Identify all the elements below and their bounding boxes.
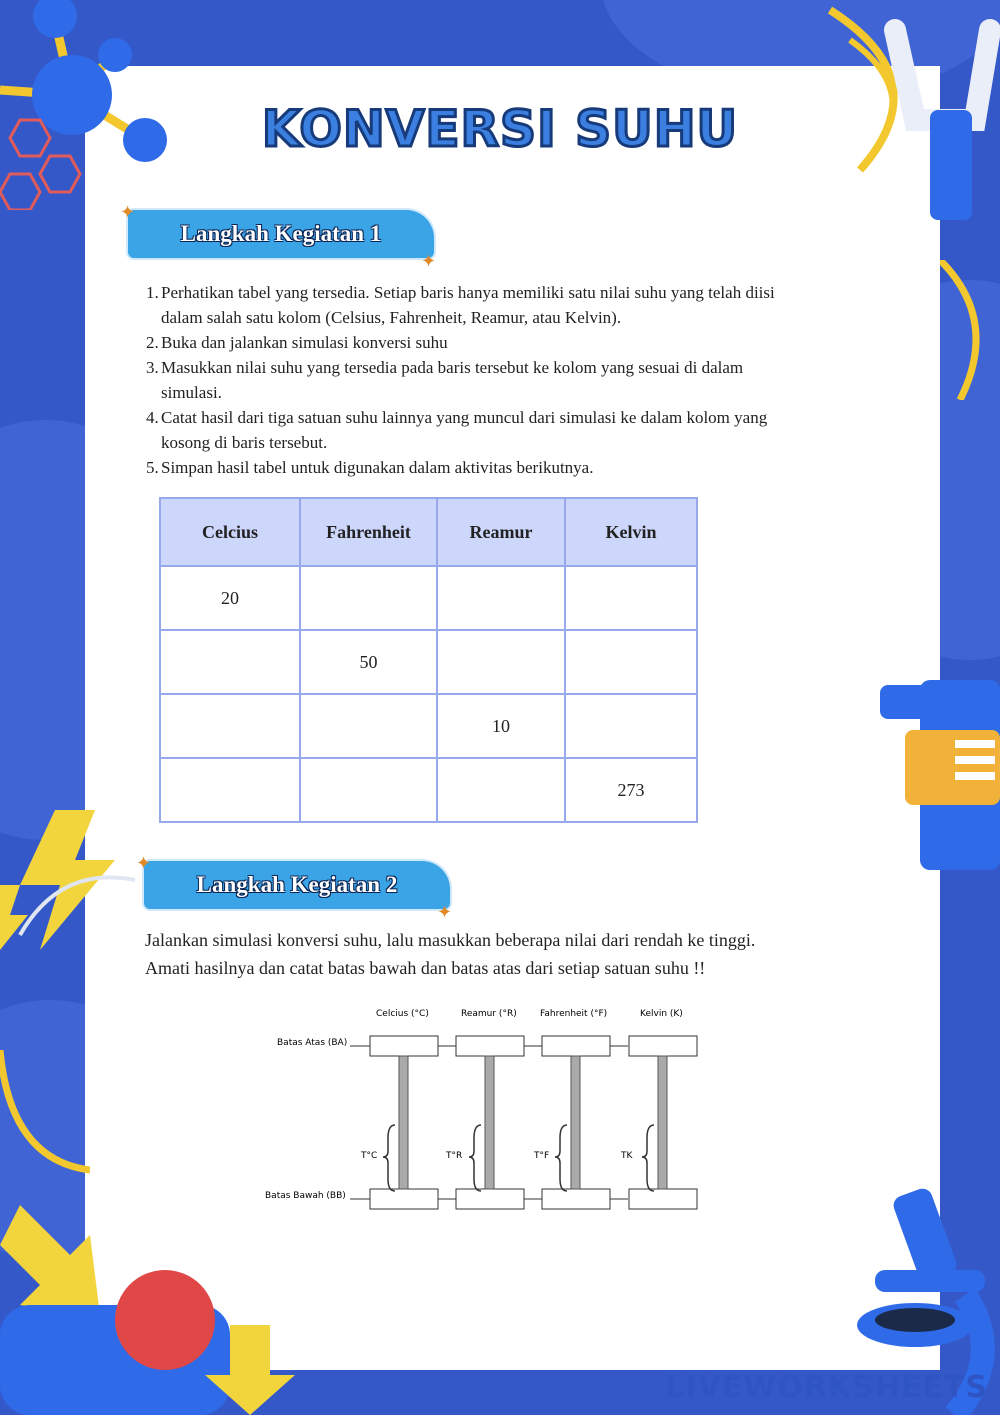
list-item: 4. Catat hasil dari tiga satuan suhu lainnya yang muncul dari simulasi ke dalam kolom yang kosong di baris tersebut. (146, 408, 768, 452)
header-reamur: Reamur (437, 498, 565, 566)
header-fahrenheit: Fahrenheit (300, 498, 437, 566)
table-cell[interactable] (437, 758, 565, 822)
temperature-table (159, 497, 698, 823)
table-cell: 273 (565, 758, 697, 822)
diagram-top-label: Batas Atas (BA) (277, 1038, 348, 1048)
diagram-column-header: Reamur (°R) (461, 1009, 517, 1019)
curve-decoration (940, 260, 1000, 400)
table-cell[interactable] (300, 758, 437, 822)
instruction-line: Jalankan simulasi konversi suhu, lalu masukkan beberapa nilai dari rendah ke tinggi. (145, 930, 756, 950)
curve-decoration (0, 1050, 90, 1180)
page-title: KONVERSI SUHU (261, 100, 739, 158)
thermometer-column (629, 1036, 697, 1209)
table-cell[interactable] (565, 566, 697, 630)
diagram-unit-label: T°F (534, 1151, 550, 1161)
table-cell[interactable] (437, 566, 565, 630)
instruction-paragraph (145, 926, 905, 982)
thermometer-column (542, 1036, 610, 1209)
section-heading-1-label: Langkah Kegiatan 1 (180, 221, 382, 246)
step-text: Masukkan nilai suhu yang tersedia pada baris tersebut ke kolom yang sesuai di dalam simulasi. (161, 358, 744, 402)
table-row (160, 630, 697, 694)
header-celcius: Celcius (160, 498, 300, 566)
thermometer-column (456, 1036, 524, 1209)
sparkle-icon: ✦ (421, 251, 437, 271)
table-cell[interactable] (565, 694, 697, 758)
instruction-line: Amati hasilnya dan catat batas bawah dan batas atas dari setiap satuan suhu !! (145, 958, 706, 978)
sparkle-icon: ✦ (136, 853, 152, 873)
sparkle-icon: ✦ (120, 202, 136, 222)
table-cell[interactable] (160, 630, 300, 694)
diagram-lines (262, 1003, 702, 1218)
diagram-unit-label: T°R (446, 1151, 463, 1161)
list-item: 5. Simpan hasil tabel untuk digunakan dalam aktivitas berikutnya. (146, 458, 594, 477)
table-cell: 50 (300, 630, 437, 694)
thermometer-column (370, 1036, 438, 1209)
step-text: Perhatikan tabel yang tersedia. Setiap baris hanya memiliki satu nilai suhu yang telah diisi dalam salah satu kolom (Celsius, Fahrenheit, Reamur, atau Kelvin). (161, 283, 775, 327)
header-kelvin: Kelvin (565, 498, 697, 566)
table-header-row (160, 498, 697, 566)
table-cell[interactable] (300, 566, 437, 630)
list-item: 1. Perhatikan tabel yang tersedia. Setiap baris hanya memiliki satu nilai suhu yang telah diisi dalam salah satu kolom (Celsius, Fahrenheit, Reamur, atau Kelvin). (146, 283, 775, 327)
table-row (160, 694, 697, 758)
table-cell: 20 (160, 566, 300, 630)
watermark (665, 1370, 988, 1405)
step-text: Catat hasil dari tiga satuan suhu lainnya yang muncul dari simulasi ke dalam kolom yang kosong di baris tersebut. (161, 408, 768, 452)
table-cell[interactable] (160, 758, 300, 822)
sparkle-icon: ✦ (437, 902, 453, 922)
arrows-and-ball-icon (0, 1205, 300, 1415)
diagram-column-header: Kelvin (K) (640, 1009, 683, 1019)
lightning-icon (0, 805, 145, 955)
section-heading-2 (144, 861, 450, 909)
step-text: Simpan hasil tabel untuk digunakan dalam aktivitas berikutnya. (161, 458, 594, 477)
caliper-icon (875, 670, 1000, 870)
diagram-column-header: Fahrenheit (°F) (540, 1009, 608, 1019)
table-cell[interactable] (160, 694, 300, 758)
table-cell[interactable] (437, 630, 565, 694)
diagram-column-header: Celcius (°C) (376, 1009, 429, 1019)
step-text: Buka dan jalankan simulasi konversi suhu (161, 333, 448, 352)
diagram-unit-label: T°C (361, 1151, 378, 1161)
diagram-unit-label: TK (621, 1151, 633, 1161)
list-item: 3. Masukkan nilai suhu yang tersedia pada baris tersebut ke kolom yang sesuai di dalam simulasi. (146, 358, 744, 402)
section-heading-1 (128, 210, 434, 258)
temperature-range-diagram (262, 1003, 702, 1218)
watermark-text: LIVEWORKSHEETS (665, 1370, 988, 1405)
diagram-bottom-label: Batas Bawah (BB) (265, 1191, 346, 1201)
section-heading-2-label: Langkah Kegiatan 2 (196, 872, 398, 897)
table-row (160, 758, 697, 822)
list-item: 2. Buka dan jalankan simulasi konversi suhu (146, 333, 448, 352)
table-cell[interactable] (565, 630, 697, 694)
steps-list (146, 280, 806, 480)
table-cell[interactable] (300, 694, 437, 758)
table-row (160, 566, 697, 630)
table-cell: 10 (437, 694, 565, 758)
